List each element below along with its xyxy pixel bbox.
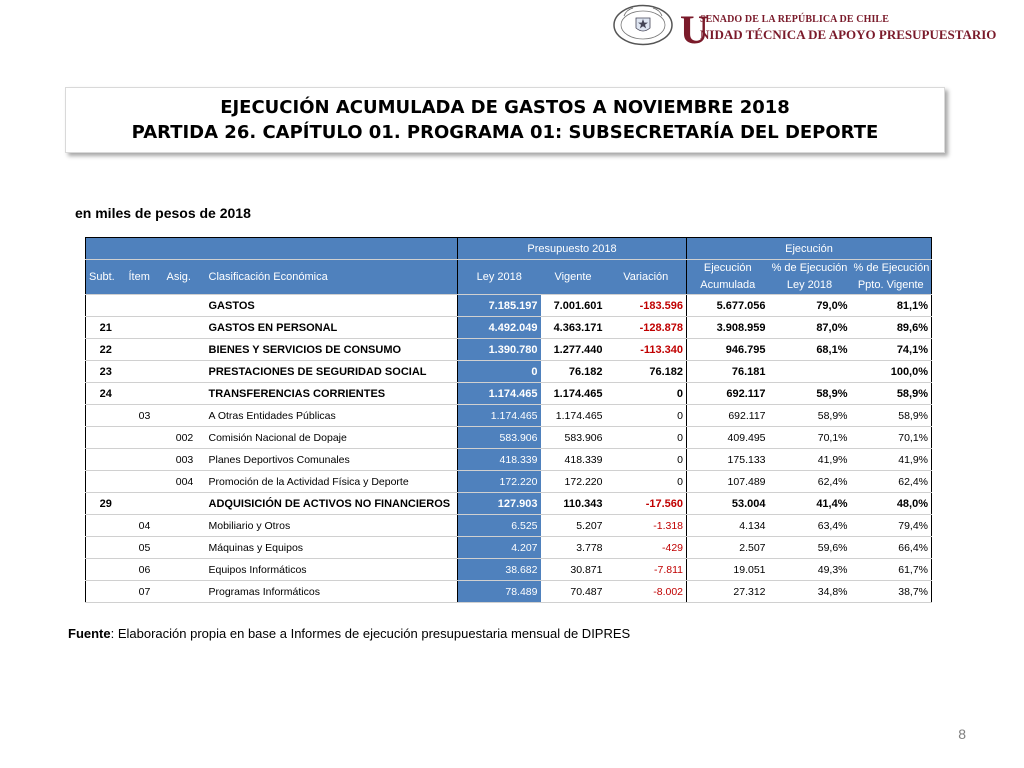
cell-subt: 22	[86, 339, 126, 361]
cell-asig	[164, 295, 206, 317]
cell-ley: 4.207	[458, 537, 541, 559]
cell-pct-vig: 79,4%	[851, 515, 932, 537]
cell-subt	[86, 449, 126, 471]
title-line-2: PARTIDA 26. CAPÍTULO 01. PROGRAMA 01: SUBSECRETARÍA DEL DEPORTE	[131, 122, 879, 143]
cell-subt	[86, 295, 126, 317]
cell-item	[126, 317, 164, 339]
cell-variacion: -17.560	[606, 493, 687, 515]
cell-ley: 1.174.465	[458, 383, 541, 405]
cell-variacion: -128.878	[606, 317, 687, 339]
table-row	[86, 405, 932, 427]
cell-pct-ley: 59,6%	[769, 537, 851, 559]
cell-vigente: 3.778	[541, 537, 606, 559]
cell-asig	[164, 537, 206, 559]
cell-ley: 7.185.197	[458, 295, 541, 317]
col-header-pct-ley: % de Ejecución Ley 2018	[769, 260, 851, 295]
cell-vigente: 76.182	[541, 361, 606, 383]
budget-execution-table	[85, 237, 932, 603]
cell-clasificacion: ADQUISICIÓN DE ACTIVOS NO FINANCIEROS	[206, 493, 458, 515]
title-line-1: EJECUCIÓN ACUMULADA DE GASTOS A NOVIEMBRE 2018	[220, 97, 790, 118]
cell-pct-ley: 34,8%	[769, 581, 851, 603]
cell-item	[126, 383, 164, 405]
cell-ley: 78.489	[458, 581, 541, 603]
cell-vigente: 30.871	[541, 559, 606, 581]
cell-pct-ley: 58,9%	[769, 405, 851, 427]
cell-variacion: -7.811	[606, 559, 687, 581]
col-header-asig: Asig.	[164, 260, 206, 295]
cell-vigente: 418.339	[541, 449, 606, 471]
cell-vigente: 1.174.465	[541, 405, 606, 427]
cell-variacion: 0	[606, 383, 687, 405]
cell-asig: 003	[164, 449, 206, 471]
cell-pct-vig: 81,1%	[851, 295, 932, 317]
table-header-columns	[86, 260, 932, 295]
group-header-ejecucion: Ejecución	[687, 238, 932, 260]
cell-item	[126, 361, 164, 383]
cell-subt	[86, 471, 126, 493]
cell-clasificacion: BIENES Y SERVICIOS DE CONSUMO	[206, 339, 458, 361]
cell-clasificacion: PRESTACIONES DE SEGURIDAD SOCIAL	[206, 361, 458, 383]
cell-clasificacion: GASTOS	[206, 295, 458, 317]
cell-clasificacion: Máquinas y Equipos	[206, 537, 458, 559]
source-text: : Elaboración propia en base a Informes de ejecución presupuestaria mensual de DIPRES	[110, 626, 631, 641]
cell-subt	[86, 537, 126, 559]
cell-pct-vig: 74,1%	[851, 339, 932, 361]
table-row	[86, 559, 932, 581]
cell-asig	[164, 515, 206, 537]
cell-vigente: 1.277.440	[541, 339, 606, 361]
cell-clasificacion: Mobiliario y Otros	[206, 515, 458, 537]
cell-pct-ley: 41,4%	[769, 493, 851, 515]
table-row	[86, 449, 932, 471]
cell-pct-vig: 58,9%	[851, 405, 932, 427]
slide-title-box	[65, 87, 945, 153]
cell-subt	[86, 515, 126, 537]
cell-ejecucion: 107.489	[687, 471, 769, 493]
table-row	[86, 317, 932, 339]
cell-asig: 004	[164, 471, 206, 493]
cell-pct-vig: 48,0%	[851, 493, 932, 515]
cell-variacion: -429	[606, 537, 687, 559]
cell-pct-vig: 70,1%	[851, 427, 932, 449]
cell-vigente: 7.001.601	[541, 295, 606, 317]
table-row	[86, 537, 932, 559]
cell-vigente: 70.487	[541, 581, 606, 603]
cell-clasificacion: Comisión Nacional de Dopaje	[206, 427, 458, 449]
cell-variacion: -8.002	[606, 581, 687, 603]
cell-subt	[86, 559, 126, 581]
cell-clasificacion: Planes Deportivos Comunales	[206, 449, 458, 471]
brand-senado-line: SENADO DE LA REPÚBLICA DE CHILE	[700, 14, 889, 25]
cell-ley: 583.906	[458, 427, 541, 449]
cell-asig	[164, 405, 206, 427]
table-row	[86, 581, 932, 603]
cell-subt: 21	[86, 317, 126, 339]
cell-pct-ley: 87,0%	[769, 317, 851, 339]
cell-item	[126, 295, 164, 317]
cell-ejecucion: 692.117	[687, 405, 769, 427]
table-body	[86, 295, 932, 603]
cell-ejecucion: 3.908.959	[687, 317, 769, 339]
col-header-variacion: Variación	[606, 260, 687, 295]
cell-item: 07	[126, 581, 164, 603]
cell-ejecucion: 946.795	[687, 339, 769, 361]
cell-asig	[164, 581, 206, 603]
cell-subt: 23	[86, 361, 126, 383]
cell-pct-ley: 68,1%	[769, 339, 851, 361]
cell-subt	[86, 581, 126, 603]
page-number: 8	[958, 726, 966, 742]
table-header-groups	[86, 238, 932, 260]
cell-ejecucion: 409.495	[687, 427, 769, 449]
cell-clasificacion: A Otras Entidades Públicas	[206, 405, 458, 427]
cell-item: 05	[126, 537, 164, 559]
cell-asig	[164, 493, 206, 515]
cell-asig: 002	[164, 427, 206, 449]
cell-item	[126, 449, 164, 471]
brand-initial: U	[680, 7, 709, 52]
cell-item: 04	[126, 515, 164, 537]
cell-subt: 29	[86, 493, 126, 515]
cell-subt: 24	[86, 383, 126, 405]
cell-ejecucion: 27.312	[687, 581, 769, 603]
cell-clasificacion: Equipos Informáticos	[206, 559, 458, 581]
cell-pct-ley	[769, 361, 851, 383]
col-header-ejecucion-acumulada: Ejecución Acumulada	[687, 260, 769, 295]
cell-pct-ley: 70,1%	[769, 427, 851, 449]
cell-asig	[164, 559, 206, 581]
cell-clasificacion: GASTOS EN PERSONAL	[206, 317, 458, 339]
table-row	[86, 493, 932, 515]
cell-variacion: -113.340	[606, 339, 687, 361]
table-row	[86, 515, 932, 537]
col-header-vigente: Vigente	[541, 260, 606, 295]
senado-seal-logo	[612, 4, 674, 46]
col-header-item: Ítem	[126, 260, 164, 295]
table-row	[86, 427, 932, 449]
cell-ley: 0	[458, 361, 541, 383]
cell-subt	[86, 405, 126, 427]
table-row	[86, 361, 932, 383]
cell-vigente: 4.363.171	[541, 317, 606, 339]
cell-ejecucion: 692.117	[687, 383, 769, 405]
cell-pct-ley: 58,9%	[769, 383, 851, 405]
cell-variacion: 0	[606, 427, 687, 449]
cell-pct-vig: 61,7%	[851, 559, 932, 581]
units-label: en miles de pesos de 2018	[75, 205, 251, 221]
cell-item: 06	[126, 559, 164, 581]
cell-pct-vig: 62,4%	[851, 471, 932, 493]
cell-ejecucion: 175.133	[687, 449, 769, 471]
cell-item	[126, 339, 164, 361]
table-row	[86, 339, 932, 361]
cell-clasificacion: TRANSFERENCIAS CORRIENTES	[206, 383, 458, 405]
cell-pct-ley: 49,3%	[769, 559, 851, 581]
cell-variacion: 0	[606, 471, 687, 493]
col-header-clasificacion: Clasificación Económica	[206, 260, 458, 295]
cell-item	[126, 471, 164, 493]
source-label: Fuente	[68, 626, 111, 641]
table-row	[86, 383, 932, 405]
cell-ejecucion: 19.051	[687, 559, 769, 581]
cell-asig	[164, 339, 206, 361]
cell-vigente: 110.343	[541, 493, 606, 515]
cell-asig	[164, 383, 206, 405]
cell-ejecucion: 53.004	[687, 493, 769, 515]
cell-variacion: 0	[606, 449, 687, 471]
cell-vigente: 172.220	[541, 471, 606, 493]
cell-item	[126, 493, 164, 515]
cell-ley: 38.682	[458, 559, 541, 581]
cell-variacion: -1.318	[606, 515, 687, 537]
cell-pct-ley: 79,0%	[769, 295, 851, 317]
cell-pct-ley: 62,4%	[769, 471, 851, 493]
cell-ley: 1.390.780	[458, 339, 541, 361]
cell-subt	[86, 427, 126, 449]
col-header-ley: Ley 2018	[458, 260, 541, 295]
cell-vigente: 1.174.465	[541, 383, 606, 405]
cell-clasificacion: Promoción de la Actividad Física y Deporte	[206, 471, 458, 493]
cell-ley: 172.220	[458, 471, 541, 493]
cell-vigente: 5.207	[541, 515, 606, 537]
cell-pct-vig: 100,0%	[851, 361, 932, 383]
cell-ley: 4.492.049	[458, 317, 541, 339]
table-row	[86, 295, 932, 317]
cell-ley: 418.339	[458, 449, 541, 471]
cell-ejecucion: 76.181	[687, 361, 769, 383]
cell-pct-vig: 38,7%	[851, 581, 932, 603]
table-row	[86, 471, 932, 493]
source-note	[68, 626, 630, 641]
cell-pct-vig: 41,9%	[851, 449, 932, 471]
cell-ejecucion: 5.677.056	[687, 295, 769, 317]
cell-pct-vig: 58,9%	[851, 383, 932, 405]
cell-asig	[164, 317, 206, 339]
col-header-subt: Subt.	[86, 260, 126, 295]
brand-unidad-line: NIDAD TÉCNICA DE APOYO PRESUPUESTARIO	[700, 27, 997, 42]
cell-pct-vig: 89,6%	[851, 317, 932, 339]
group-header-presupuesto: Presupuesto 2018	[458, 238, 687, 260]
cell-variacion: 0	[606, 405, 687, 427]
cell-ley: 1.174.465	[458, 405, 541, 427]
cell-item: 03	[126, 405, 164, 427]
cell-ley: 127.903	[458, 493, 541, 515]
cell-ejecucion: 4.134	[687, 515, 769, 537]
cell-pct-ley: 63,4%	[769, 515, 851, 537]
col-header-pct-vigente: % de Ejecución Ppto. Vigente	[851, 260, 932, 295]
cell-item	[126, 427, 164, 449]
cell-ejecucion: 2.507	[687, 537, 769, 559]
cell-variacion: 76.182	[606, 361, 687, 383]
cell-asig	[164, 361, 206, 383]
cell-variacion: -183.596	[606, 295, 687, 317]
cell-pct-vig: 66,4%	[851, 537, 932, 559]
cell-pct-ley: 41,9%	[769, 449, 851, 471]
cell-vigente: 583.906	[541, 427, 606, 449]
cell-clasificacion: Programas Informáticos	[206, 581, 458, 603]
cell-ley: 6.525	[458, 515, 541, 537]
